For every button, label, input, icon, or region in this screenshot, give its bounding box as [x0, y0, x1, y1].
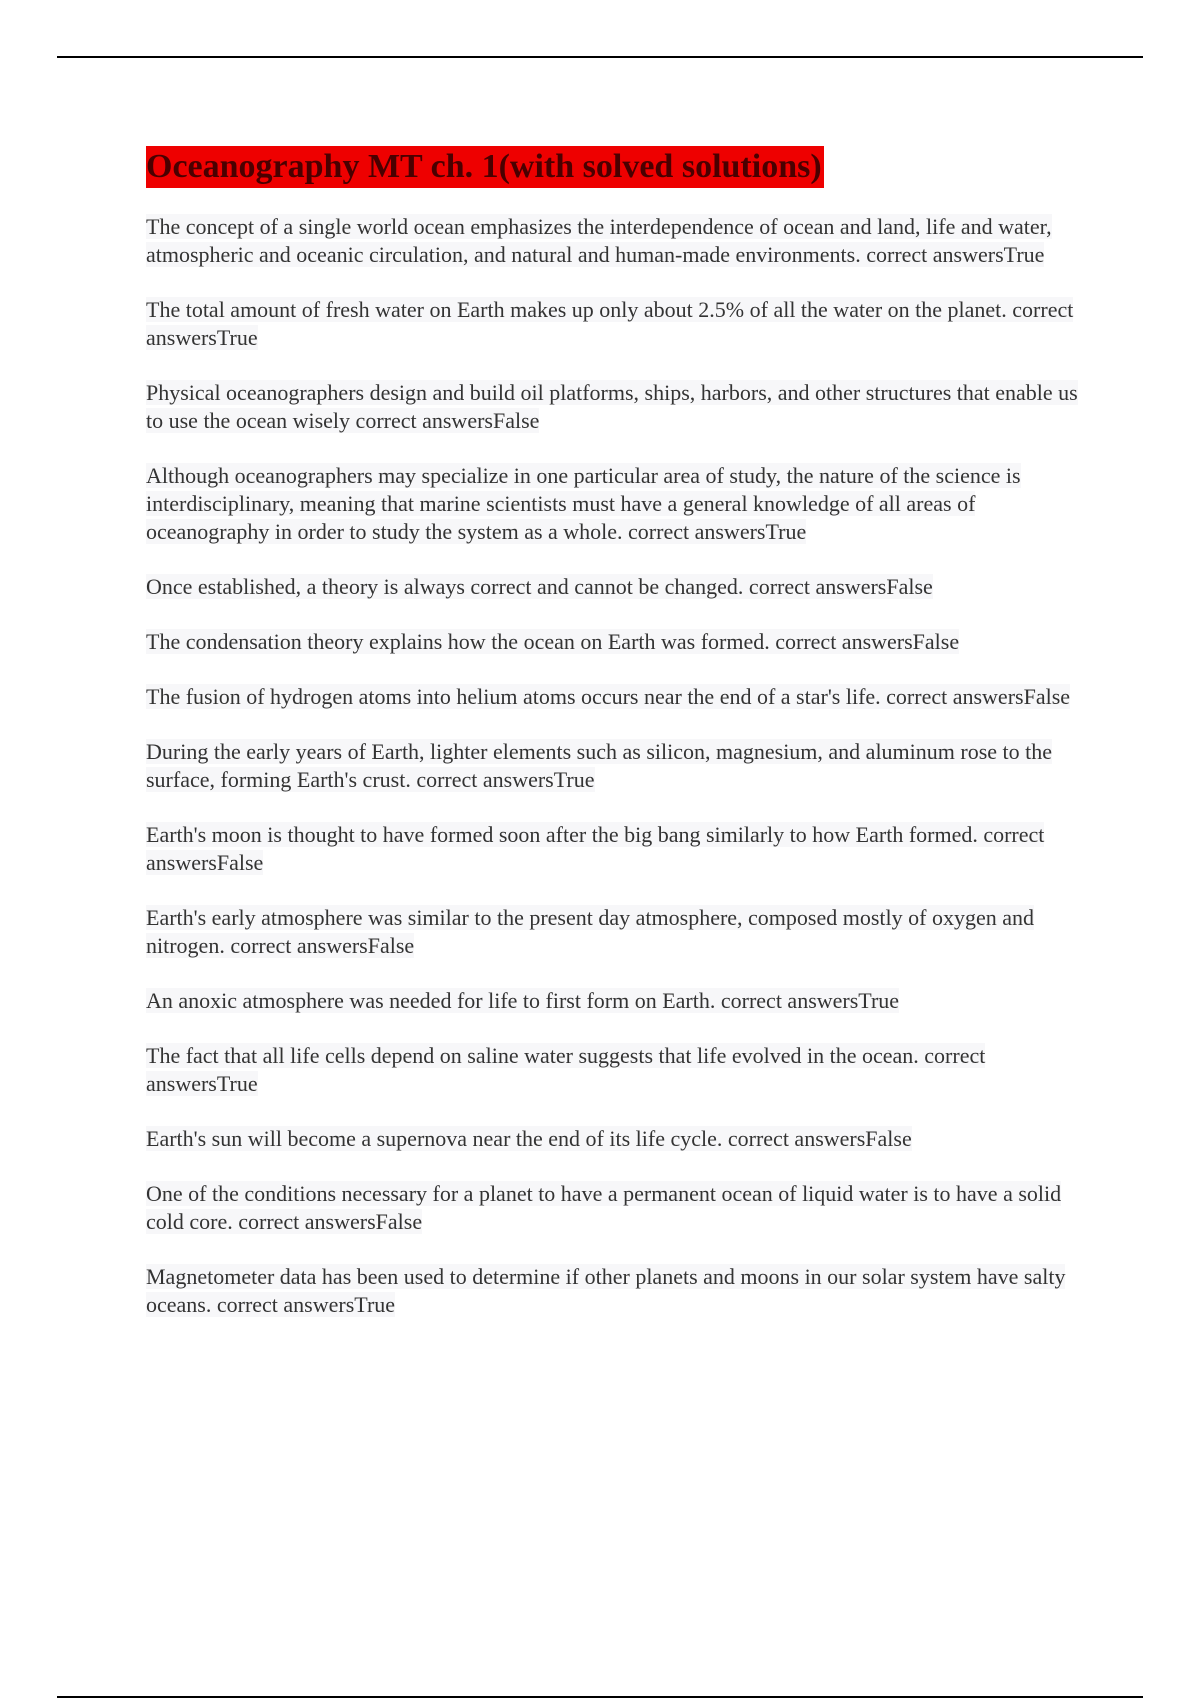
question-text: The fact that all life cells depend on saline water suggests that life evolved in the ocean. correct answersTrue	[146, 1043, 986, 1096]
list-item	[146, 462, 1086, 546]
title-highlight	[146, 146, 824, 188]
question-text: Magnetometer data has been used to determine if other planets and moons in our solar system have salty oceans. correct answersTrue	[146, 1264, 1066, 1317]
list-item	[146, 821, 1086, 877]
top-rule	[57, 56, 1143, 58]
question-text: Earth's moon is thought to have formed soon after the big bang similarly to how Earth formed. correct answersFalse	[146, 822, 1045, 875]
list-item	[146, 379, 1086, 435]
question-text: The fusion of hydrogen atoms into helium atoms occurs near the end of a star's life. correct answersFalse	[146, 684, 1071, 709]
question-text: The total amount of fresh water on Earth makes up only about 2.5% of all the water on the planet. correct answersTrue	[146, 297, 1074, 350]
list-item	[146, 573, 1086, 601]
question-text: During the early years of Earth, lighter elements such as silicon, magnesium, and aluminum rose to the surface, forming Earth's crust. correct answersTrue	[146, 739, 1053, 792]
list-item	[146, 987, 1086, 1015]
question-text: The concept of a single world ocean emphasizes the interdependence of ocean and land, life and water, atmospheric and oceanic circulation, and natural and human-made environments. correct answersTrue	[146, 214, 1052, 267]
question-text: The condensation theory explains how the ocean on Earth was formed. correct answersFalse	[146, 629, 960, 654]
question-list	[146, 213, 1086, 1346]
list-item	[146, 1125, 1086, 1153]
bottom-rule	[57, 1696, 1143, 1698]
list-item	[146, 1180, 1086, 1236]
list-item	[146, 628, 1086, 656]
question-text: Earth's sun will become a supernova near the end of its life cycle. correct answersFalse	[146, 1126, 912, 1151]
question-text: Earth's early atmosphere was similar to the present day atmosphere, composed mostly of oxygen and nitrogen. correct answersFalse	[146, 905, 1035, 958]
question-text: An anoxic atmosphere was needed for life to first form on Earth. correct answersTrue	[146, 988, 900, 1013]
list-item	[146, 1042, 1086, 1098]
list-item	[146, 213, 1086, 269]
page-title: Oceanography MT ch. 1(with solved solutions)	[146, 148, 822, 185]
list-item	[146, 683, 1086, 711]
list-item	[146, 296, 1086, 352]
list-item	[146, 738, 1086, 794]
question-text: One of the conditions necessary for a planet to have a permanent ocean of liquid water is to have a solid cold core. correct answersFalse	[146, 1181, 1062, 1234]
list-item	[146, 1263, 1086, 1319]
question-text: Although oceanographers may specialize in one particular area of study, the nature of the science is interdisciplinary, meaning that marine scientists must have a general knowledge of all areas of oceanography in order to study the system as a whole. correct answersTrue	[146, 463, 1021, 544]
question-text: Once established, a theory is always correct and cannot be changed. correct answersFalse	[146, 574, 933, 599]
question-text: Physical oceanographers design and build oil platforms, ships, harbors, and other structures that enable us to use the ocean wisely correct answersFalse	[146, 380, 1078, 433]
list-item	[146, 904, 1086, 960]
